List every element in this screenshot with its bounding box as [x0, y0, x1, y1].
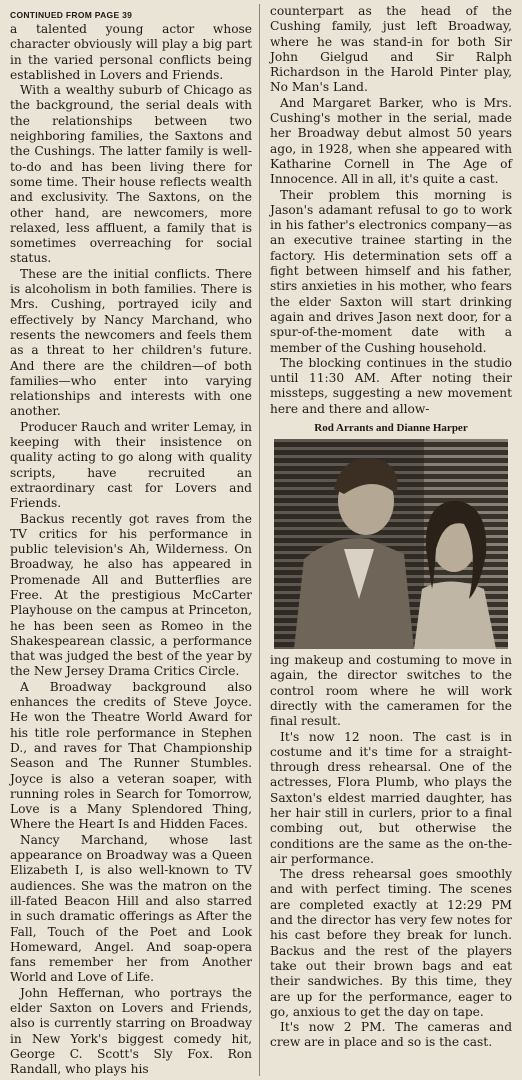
paragraph: John Heffernan, who portrays the elder Saxton on Lovers and Friends, also is currently starring on Broadway in New York's biggest comedy hit, George C. Scott's Sly Fox. Ron Randall, who plays his: [10, 985, 252, 1077]
paragraph: And Margaret Barker, who is Mrs. Cushing's mother in the serial, made her Broadway debut almost 50 years ago, in 1928, when she appeared with Katharine Cornell in The Age of Innocence. All in all, it's quite a cast.: [270, 95, 512, 187]
paragraph: Backus recently got raves from the TV critics for his performance in public television's Ah, Wilderness. On Broadway, he also has appeared in Promenade All and Butterflies are Free. At the prestigious McCarter Playhouse on the campus at Princeton, he has been seen as Romeo in the Shakespearean classic, a performance that was judged the best of the year by the New Jersey Drama Critics Circle.: [10, 511, 252, 679]
paragraph: ing makeup and costuming to move in again, the director switches to the control room where he will work directly with the cameramen for the final result.: [270, 653, 512, 729]
paragraph: counterpart as the head of the Cushing family, just left Broadway, where he was stand-in for both Sir John Gielgud and Sir Ralph Richardson in the Harold Pinter play, No Man's Land.: [270, 4, 512, 95]
paragraph: The dress rehearsal goes smoothly and with perfect timing. The scenes are completed exactly at 12:29 PM and the director has very few notes for his cast before they break for lunch. Backus and the rest of the players take out their brown bags and eat their sandwiches. By this time, they are up for the performance, eager to go, anxious to get the day on tape.: [270, 867, 512, 1019]
paragraph: With a wealthy suburb of Chicago as the background, the serial deals with the relationships between two neighboring families, the Saxtons and the Cushings. The latter family is well-to-do and has been living there for some time. Their house reflects wealth and exclusivity. The Saxtons, on the other hand, are newcomers, more relaxed, less affluent, a family that is sometimes overreaching for social status.: [10, 83, 252, 266]
photo-caption: Rod Arrants and Dianne Harper: [314, 422, 468, 435]
left-column: [10, 0, 252, 1077]
right-column: [270, 0, 512, 1051]
paragraph: These are the initial conflicts. There is alcoholism in both families. There is Mrs. Cushing, portrayed icily and effectively by Nancy Marchand, who resents the newcomers and feels them as a threat to her children's future. And there are the children—of both families—who enter into varying relationships and interests with one another.: [10, 266, 252, 419]
paragraph: a talented young actor whose character obviously will play a big part in the varied personal conflicts being established in Lovers and Friends.: [10, 22, 252, 82]
continued-header: CONTINUED FROM PAGE 39: [10, 10, 133, 20]
paragraph: Nancy Marchand, whose last appearance on Broadway was a Queen Elizabeth I, is also well-known to TV audiences. She was the matron on the ill-fated Beacon Hill and also starred in such dramatic offerings as After the Fall, Touch of the Poet and Look Homeward, Angel. And soap-opera fans remember her from Another World and Love of Life.: [10, 832, 252, 985]
paragraph: Producer Rauch and writer Lemay, in keeping with their insistence on quality acting to go along with quality scripts, have recruited an extraordinary cast for Lovers and Friends.: [10, 419, 252, 511]
paragraph: It's now 2 PM. The cameras and crew are in place and so is the cast.: [270, 1020, 512, 1050]
paragraph: A Broadway background also enhances the credits of Steve Joyce. He won the Theatre World Award for his title role performance in Stephen D., and raves for That Championship Season and The Runner Stumbles. Joyce is also a veteran soaper, with running roles in Search for Tomorrow, Love is a Many Splendored Thing, Where the Heart Is and Hidden Faces.: [10, 679, 252, 832]
cast-photo: [274, 439, 508, 649]
paragraph: Their problem this morning is Jason's adamant refusal to go to work in his father's electronics company—as an executive trainee starting in the factory. His determination sets off a fight between himself and his father, stirs anxieties in his mother, who fears the elder Saxton will start drinking again and drives Jason next door, for a spur-of-the-moment date with a member of the Cushing household.: [270, 187, 512, 355]
column-divider: [259, 4, 260, 1076]
paragraph: The blocking continues in the studio until 11:30 AM. After noting their missteps, suggesting a new movement here and there and allow-: [270, 355, 512, 416]
paragraph: It's now 12 noon. The cast is in costume and it's time for a straight-through dress rehearsal. One of the actresses, Flora Plumb, who plays the Saxton's eldest married daughter, has her hair still in curlers, prior to a final combing out, but otherwise the conditions are the same as the on-the-air performance.: [270, 729, 512, 866]
cast-photo-image: [274, 439, 508, 649]
